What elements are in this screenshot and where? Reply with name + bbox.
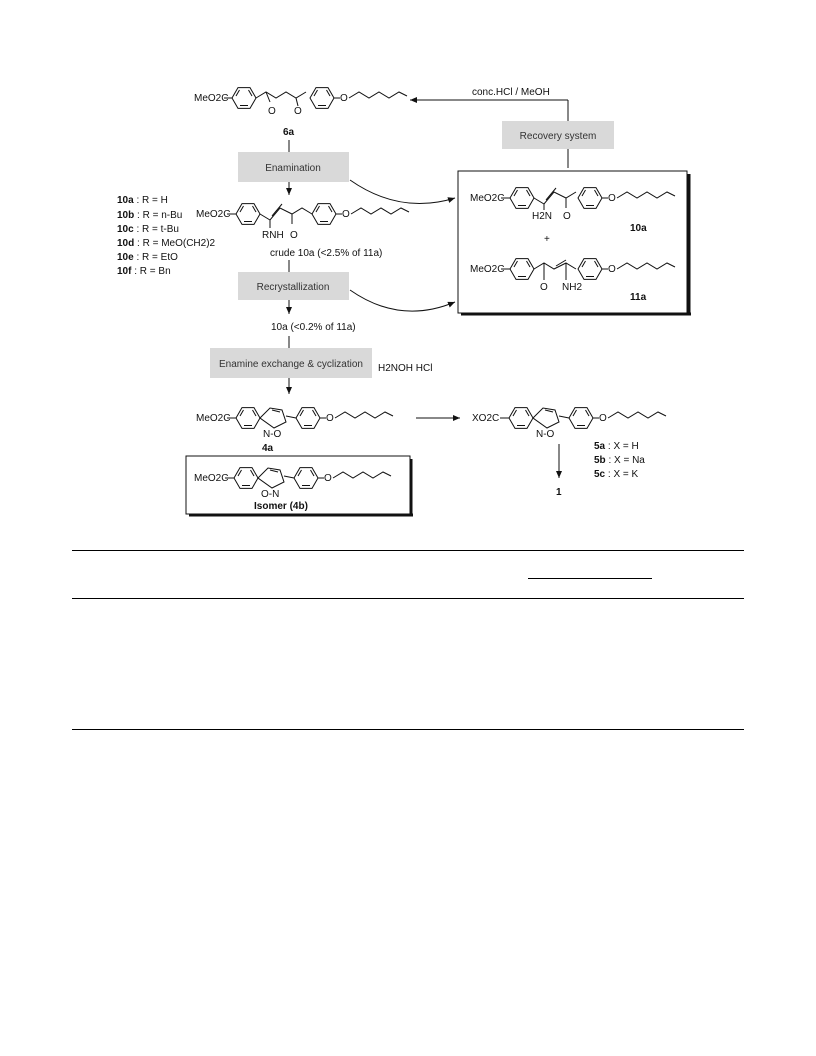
compound-label-4a: 4a xyxy=(262,443,274,454)
svg-text:10b : R = n-Bu: 10b : R = n-Bu xyxy=(117,210,183,221)
svg-text:O: O xyxy=(324,473,332,484)
svg-text:RNH: RNH xyxy=(262,230,284,241)
svg-text:5a : X = H: 5a : X = H xyxy=(594,441,639,452)
table-header-rule xyxy=(72,598,744,599)
svg-text:O: O xyxy=(540,282,548,293)
svg-text:MeO2C: MeO2C xyxy=(196,413,231,424)
svg-text:5b : X = Na: 5b : X = Na xyxy=(594,455,645,466)
svg-text:O: O xyxy=(563,211,571,222)
svg-text:O: O xyxy=(342,209,350,220)
x-variant-list xyxy=(594,441,645,480)
compound-label-11a: 11a xyxy=(630,292,647,303)
ester-group-label: MeO2C xyxy=(194,93,229,104)
svg-text:O-N: O-N xyxy=(261,489,280,500)
svg-text:O: O xyxy=(326,413,334,424)
svg-text:N-O: N-O xyxy=(536,429,555,440)
svg-text:XO2C: XO2C xyxy=(472,413,500,424)
svg-text:NH2: NH2 xyxy=(562,282,583,293)
svg-text:MeO2C: MeO2C xyxy=(470,264,505,275)
svg-text:N-O: N-O xyxy=(263,429,282,440)
table-top-rule xyxy=(72,550,744,551)
svg-text:MeO2C: MeO2C xyxy=(470,193,505,204)
compound-label-6a: 6a xyxy=(283,127,295,138)
carbonyl-o-label: O xyxy=(268,106,276,117)
compound-label-10a: 10a xyxy=(630,223,647,234)
table-header-subrule xyxy=(528,578,652,579)
svg-text:10c : R = t-Bu: 10c : R = t-Bu xyxy=(117,224,179,235)
svg-text:5c : X = K: 5c : X = K xyxy=(594,469,639,480)
recovery-reagent-label: conc.HCl / MeOH xyxy=(472,87,550,98)
svg-text:O: O xyxy=(290,230,298,241)
compound-6a xyxy=(194,88,407,138)
purified-purity-note: 10a (<0.2% of 11a) xyxy=(271,322,356,333)
svg-text:H2N: H2N xyxy=(532,211,553,222)
svg-text:10a : R = H: 10a : R = H xyxy=(117,195,168,206)
carbonyl-o-label: O xyxy=(294,106,302,117)
cyclization-reagent: H2NOH HCl xyxy=(378,363,433,374)
svg-text:10f : R = Bn: 10f : R = Bn xyxy=(117,266,171,277)
table-bottom-rule xyxy=(72,729,744,730)
compound-enamine-10 xyxy=(196,204,409,241)
svg-text:MeO2C: MeO2C xyxy=(196,209,231,220)
recovery-system-label: Recovery system xyxy=(519,131,597,142)
ether-o-label: O xyxy=(340,93,348,104)
stage-label-recrystallization: Recrystallization xyxy=(256,282,330,293)
final-compound-label: 1 xyxy=(556,487,562,498)
crude-purity-note: crude 10a (<2.5% of 11a) xyxy=(270,248,383,259)
plus-sign: + xyxy=(544,234,550,245)
compound-4a xyxy=(196,408,393,454)
svg-text:10e : R = EtO: 10e : R = EtO xyxy=(117,252,178,263)
svg-text:O: O xyxy=(608,264,616,275)
svg-text:10d : R = MeO(CH2)2: 10d : R = MeO(CH2)2 xyxy=(117,238,216,249)
svg-text:O: O xyxy=(599,413,607,424)
svg-text:MeO2C: MeO2C xyxy=(194,473,229,484)
isomer-label: Isomer (4b) xyxy=(254,501,308,512)
compound-5 xyxy=(472,408,666,440)
r-group-list xyxy=(117,195,216,277)
stage-label-enamination: Enamination xyxy=(265,163,321,174)
svg-text:O: O xyxy=(608,193,616,204)
stage-label-enamine-exchange: Enamine exchange & cyclization xyxy=(219,359,363,370)
